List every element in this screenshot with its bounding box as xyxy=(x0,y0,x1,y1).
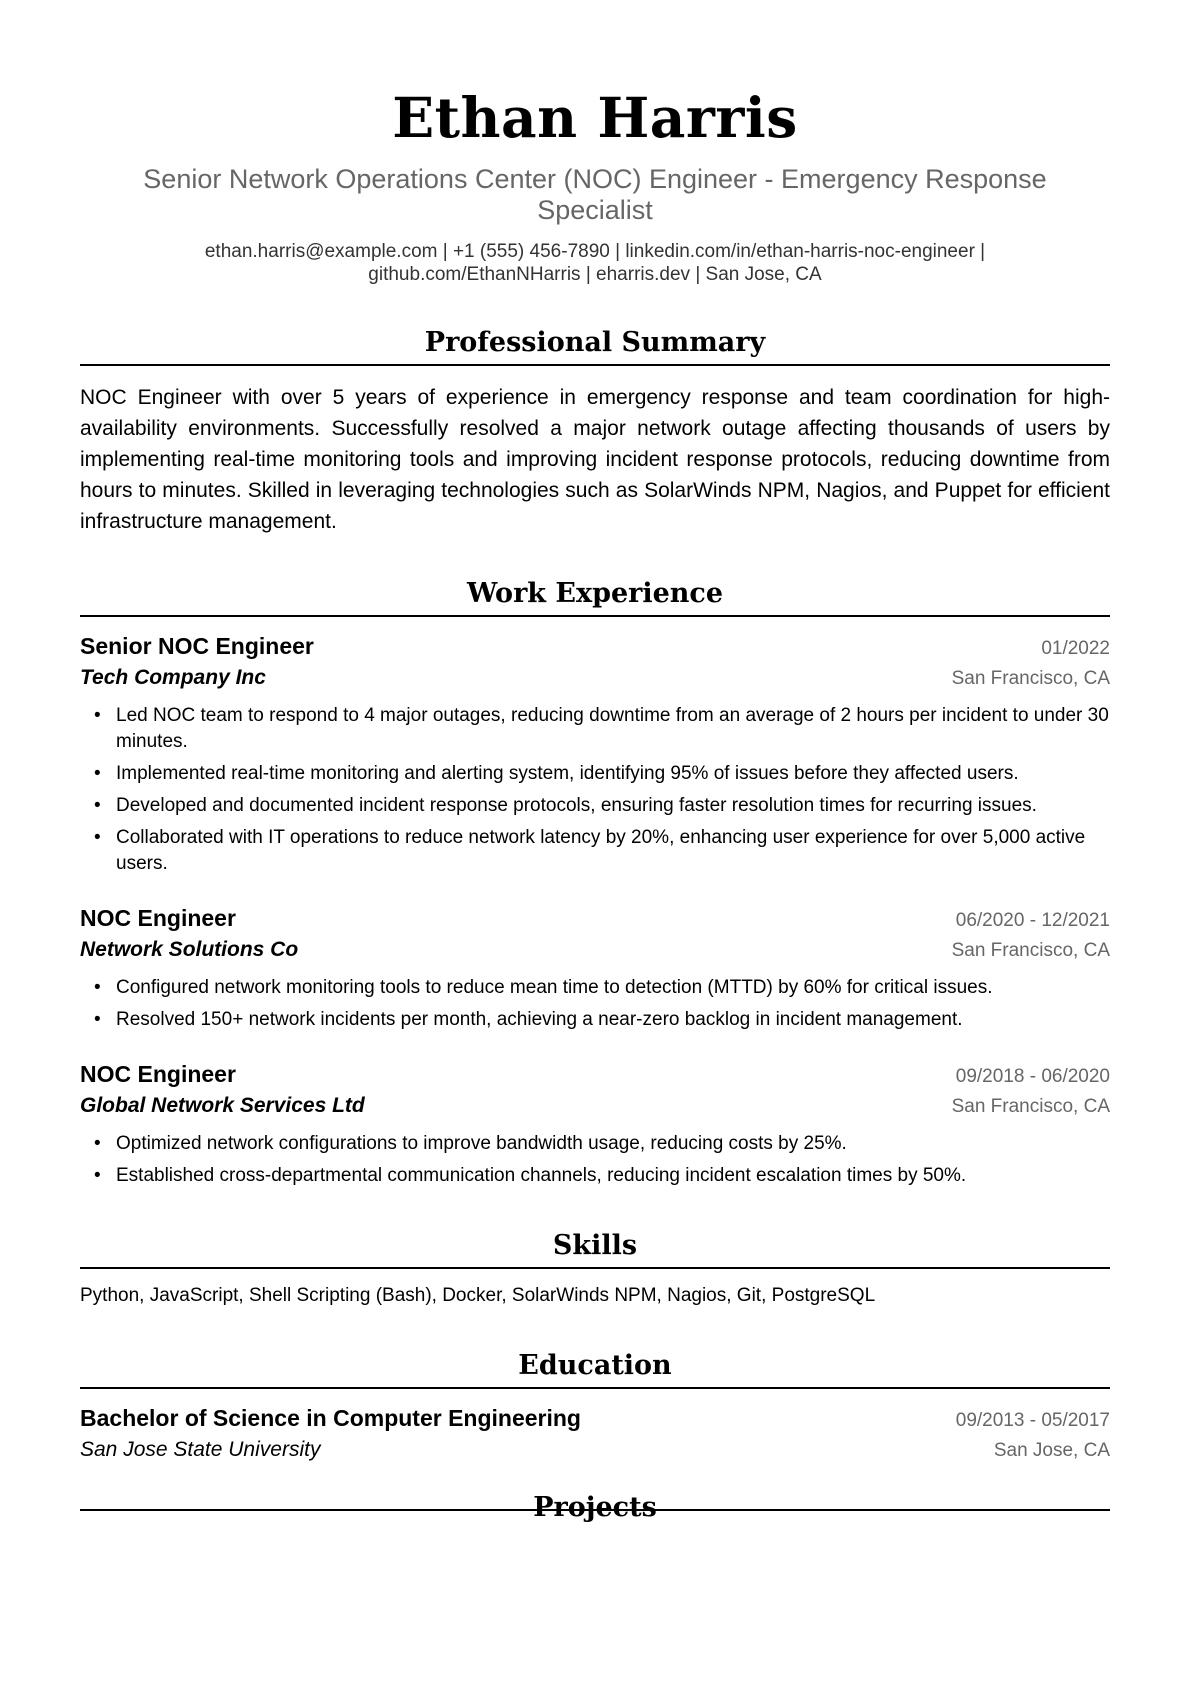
list-item xyxy=(80,1131,1110,1157)
section-divider xyxy=(80,615,1110,617)
job-dates: 06/2020 - 12/2021 xyxy=(955,910,1110,931)
job-location: San Francisco, CA xyxy=(951,940,1110,961)
skills-list: Python, JavaScript, Shell Scripting (Bash), Docker, SolarWinds NPM, Nagios, Git, PostgreSQL xyxy=(80,1285,876,1306)
company-name: Tech Company Inc xyxy=(80,666,266,689)
job-dates: 09/2018 - 06/2020 xyxy=(955,1066,1110,1087)
list-item xyxy=(80,1163,1110,1189)
degree-name: Bachelor of Science in Computer Engineering xyxy=(80,1405,581,1431)
summary-text: NOC Engineer with over 5 years of experience in emergency response and team coordination for high-availability environments. Successfully resolved a major network outage affecting thousands of users by implementing real-time monitoring tools and improving incident response protocols, reducing downtime from hours to minutes. Skilled in leveraging technologies such as SolarWinds NPM, Nagios, and Puppet for efficient infrastructure management. xyxy=(80,386,1110,533)
bullet-icon: • xyxy=(94,977,101,998)
bullet-text: Configured network monitoring tools to reduce mean time to detection (MTTD) by 60% for critical issues. xyxy=(116,977,993,998)
skills-heading: Skills xyxy=(552,1230,638,1261)
job-location: San Francisco, CA xyxy=(951,1096,1110,1117)
summary-section xyxy=(80,326,1110,537)
bullet-text: Established cross-departmental communication channels, reducing incident escalation times by 50%. xyxy=(116,1165,967,1186)
job-entry xyxy=(80,631,1110,877)
education-entry xyxy=(80,1403,1110,1465)
bullet-icon: • xyxy=(94,827,101,848)
bullet-icon: • xyxy=(94,705,101,726)
job-title: NOC Engineer xyxy=(80,1061,236,1087)
list-item xyxy=(80,761,1110,787)
list-item xyxy=(80,825,1110,877)
resume-header xyxy=(80,0,1110,286)
projects-heading: Projects xyxy=(533,1492,657,1523)
job-location: San Francisco, CA xyxy=(951,668,1110,689)
skills-section xyxy=(80,1229,1110,1309)
company-name: Global Network Services Ltd xyxy=(80,1094,365,1117)
bullet-text: Optimized network configurations to improve bandwidth usage, reducing costs by 25%. xyxy=(116,1133,847,1154)
list-item xyxy=(80,793,1110,819)
candidate-name: Ethan Harris xyxy=(392,85,798,150)
section-divider xyxy=(80,364,1110,366)
list-item xyxy=(80,1007,1110,1033)
summary-heading: Professional Summary xyxy=(424,327,766,358)
bullet-icon: • xyxy=(94,1165,101,1186)
job-dates: 01/2022 xyxy=(1041,638,1110,659)
job-entry xyxy=(80,1059,1110,1189)
job-bullets xyxy=(80,1131,1110,1189)
education-section xyxy=(80,1349,1110,1465)
job-bullets xyxy=(80,975,1110,1033)
candidate-title: Senior Network Operations Center (NOC) Engineer - Emergency Response Specialist xyxy=(143,164,1047,225)
job-entry xyxy=(80,903,1110,1033)
education-dates: 09/2013 - 05/2017 xyxy=(955,1410,1110,1431)
job-title: Senior NOC Engineer xyxy=(80,633,314,659)
bullet-icon: • xyxy=(94,795,101,816)
school-location: San Jose, CA xyxy=(993,1440,1110,1461)
section-divider xyxy=(80,1387,1110,1389)
job-bullets xyxy=(80,703,1110,877)
bullet-icon: • xyxy=(94,1133,101,1154)
job-title: NOC Engineer xyxy=(80,905,236,931)
school-name: San Jose State University xyxy=(80,1438,321,1461)
education-heading: Education xyxy=(518,1350,672,1381)
bullet-text: Developed and documented incident response protocols, ensuring faster resolution times for recurring issues. xyxy=(116,795,1037,816)
bullet-text: Implemented real-time monitoring and alerting system, identifying 95% of issues before they affected users. xyxy=(116,763,1019,784)
company-name: Network Solutions Co xyxy=(80,938,299,961)
bullet-icon: • xyxy=(94,763,101,784)
section-divider xyxy=(80,1267,1110,1269)
projects-section xyxy=(80,1491,1110,1523)
bullet-icon: • xyxy=(94,1009,101,1030)
contact-line: ethan.harris@example.com | +1 (555) 456-7890 | linkedin.com/in/ethan-harris-noc-engineer | github.com/EthanNHarris | eharris.dev | San Jose, CA xyxy=(204,241,986,285)
bullet-text: Led NOC team to respond to 4 major outages, reducing downtime from an average of 2 hours per incident to under 30 minutes. xyxy=(116,705,1109,752)
bullet-text: Collaborated with IT operations to reduce network latency by 20%, enhancing user experience for over 5,000 active users. xyxy=(116,827,1086,874)
list-item xyxy=(80,703,1110,755)
experience-section xyxy=(80,577,1110,1189)
experience-heading: Work Experience xyxy=(466,578,724,609)
bullet-text: Resolved 150+ network incidents per month, achieving a near-zero backlog in incident management. xyxy=(116,1009,963,1030)
list-item xyxy=(80,975,1110,1001)
